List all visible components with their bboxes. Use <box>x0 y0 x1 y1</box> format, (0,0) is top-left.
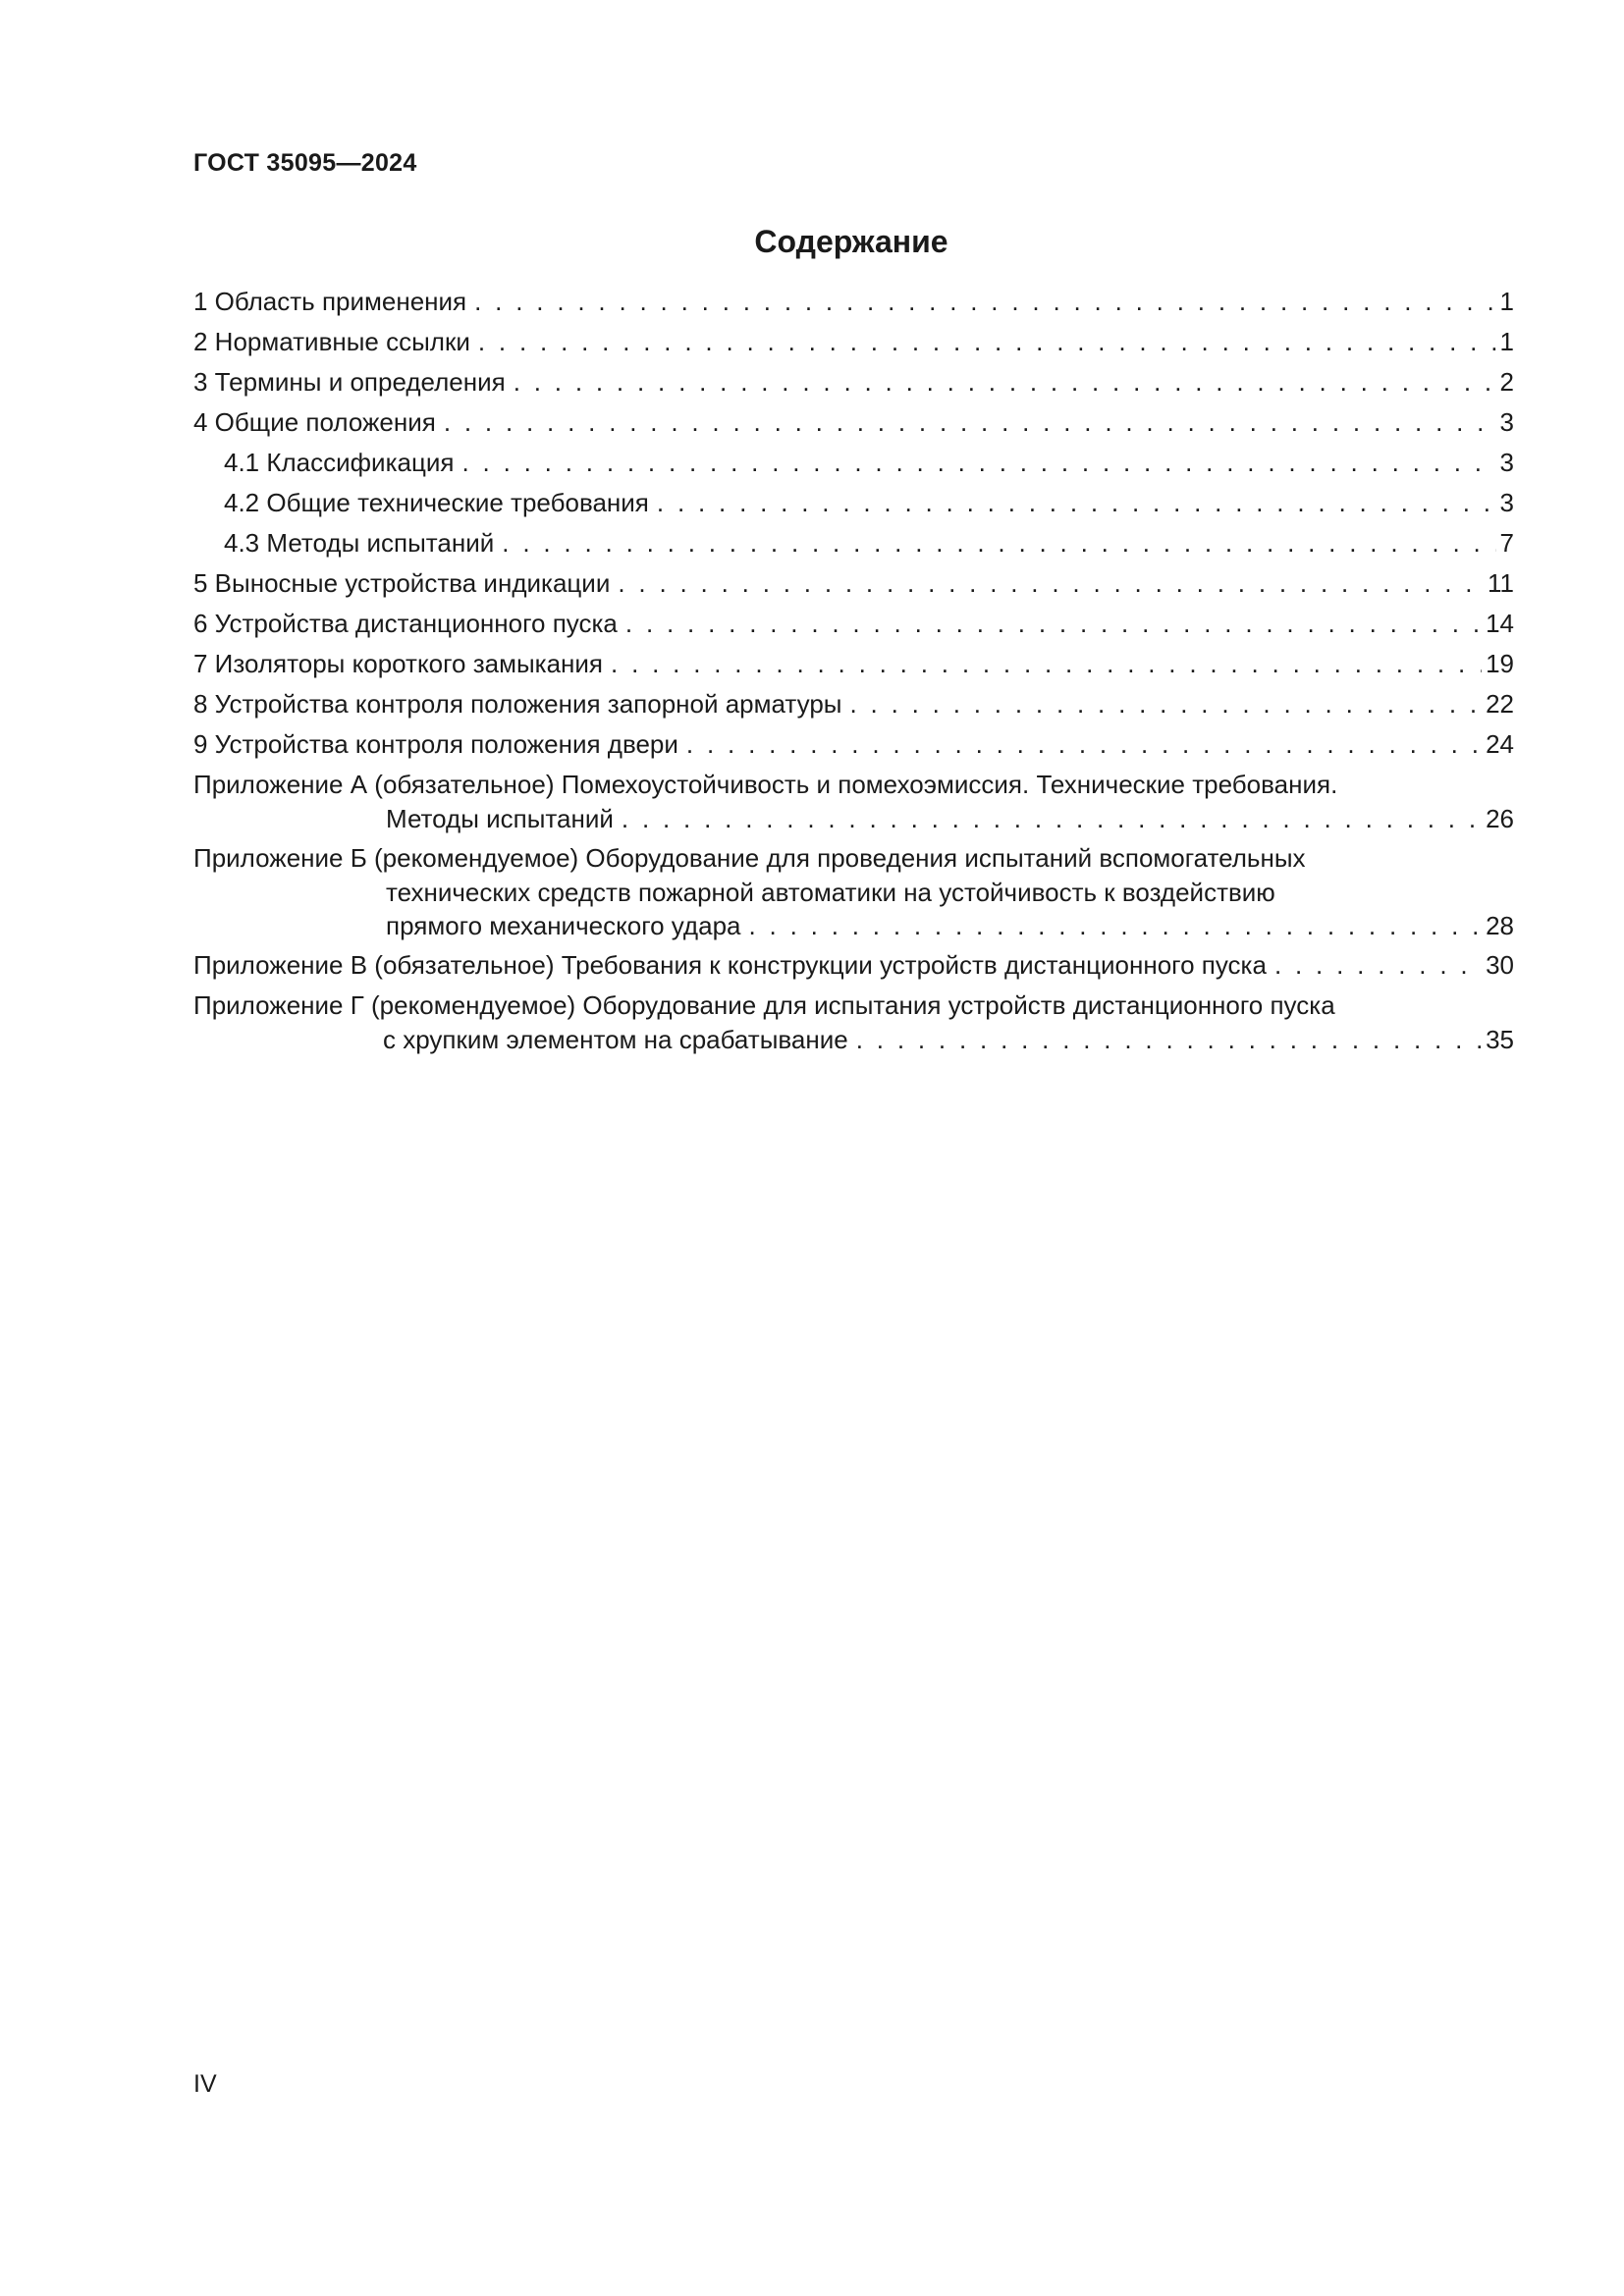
toc-entry[interactable] <box>193 365 1514 400</box>
toc-page-number: 28 <box>1486 911 1514 940</box>
toc-entry-title: 4.3 Методы испытаний <box>224 528 495 558</box>
dot-leader <box>514 365 1496 400</box>
toc-entry[interactable] <box>193 405 1514 440</box>
page-number: IV <box>193 2070 217 2098</box>
toc-page-number: 1 <box>1499 327 1514 356</box>
toc-page-number: 14 <box>1486 609 1514 638</box>
toc-entry-title: Приложение Б (рекомендуемое) Оборудование для проведения испытаний вспомогательных <box>193 843 1306 873</box>
dot-leader <box>502 526 1495 561</box>
toc-entry-title: 6 Устройства дистанционного пуска <box>193 609 618 638</box>
toc-page-number: 35 <box>1486 1025 1514 1054</box>
toc-entry-title: 7 Изоляторы короткого замыкания <box>193 649 604 678</box>
toc-entry-title: Приложение В (обязательное) Требования к конструкции устройств дистанционного пуска <box>193 950 1267 980</box>
document-designation: ГОСТ 35095—2024 <box>193 149 417 177</box>
toc-entry-title: 8 Устройства контроля положения запорной арматуры <box>193 689 842 719</box>
toc-annex-entry[interactable] <box>193 948 1514 983</box>
toc-entry[interactable] <box>193 325 1514 359</box>
toc-entry-title: 4 Общие положения <box>193 407 436 437</box>
toc-entry-title: 3 Термины и определения <box>193 367 506 397</box>
toc-entry-title: Приложение А (обязательное) Помехоустойчивость и помехоэмиссия. Технические требования. <box>193 770 1338 799</box>
dot-leader <box>444 405 1496 440</box>
dot-leader <box>461 446 1495 480</box>
toc-title: Содержание <box>754 224 948 259</box>
dot-leader <box>625 607 1482 641</box>
toc-entry-title: 9 Устройства контроля положения двери <box>193 729 678 759</box>
toc-entry-title: 1 Область применения <box>193 287 467 316</box>
toc-entry[interactable] <box>193 687 1514 721</box>
toc-entry[interactable] <box>193 647 1514 681</box>
toc-page-number: 11 <box>1488 568 1514 598</box>
dot-leader <box>474 285 1495 319</box>
toc-page-number: 3 <box>1499 448 1514 477</box>
toc-page-number: 26 <box>1486 804 1514 833</box>
toc-entry-title: 4.2 Общие технические требования <box>224 488 649 517</box>
dot-leader <box>618 566 1484 601</box>
toc-entry-title-continued: с хрупким элементом на срабатывание <box>383 1025 848 1054</box>
toc-entry-title: Приложение Г (рекомендуемое) Оборудование для испытания устройств дистанционного пуска <box>193 990 1335 1020</box>
toc-entry[interactable] <box>193 566 1514 601</box>
toc-entry[interactable] <box>193 727 1514 762</box>
toc-annex-entry[interactable] <box>193 988 1514 1056</box>
toc-page-number: 19 <box>1486 649 1514 678</box>
dot-leader <box>749 909 1483 942</box>
toc-entry-title: 2 Нормативные ссылки <box>193 327 470 356</box>
toc-page-number: 7 <box>1499 528 1514 558</box>
toc-page-number: 1 <box>1499 287 1514 316</box>
toc-page-number: 22 <box>1486 689 1514 719</box>
toc-page-number: 24 <box>1486 729 1514 759</box>
table-of-contents <box>193 285 1514 1062</box>
dot-leader <box>849 687 1482 721</box>
toc-entry[interactable] <box>193 607 1514 641</box>
dot-leader <box>622 802 1482 835</box>
toc-annex-entry[interactable] <box>193 768 1514 835</box>
toc-subentry[interactable] <box>193 526 1514 561</box>
toc-subentry[interactable] <box>193 486 1514 520</box>
dot-leader <box>478 325 1496 359</box>
toc-page-number: 3 <box>1499 407 1514 437</box>
toc-annex-entry[interactable] <box>193 841 1514 942</box>
toc-subentry[interactable] <box>193 446 1514 480</box>
toc-page-number: 30 <box>1486 950 1514 980</box>
toc-entry[interactable] <box>193 285 1514 319</box>
dot-leader <box>657 486 1496 520</box>
dot-leader <box>856 1023 1482 1056</box>
toc-entry-title: 5 Выносные устройства индикации <box>193 568 611 598</box>
toc-entry-title-continued: прямого механического удара <box>386 911 741 940</box>
toc-entry-title-continued: технических средств пожарной автоматики на устойчивость к воздействию <box>386 878 1275 907</box>
toc-entry-title-continued: Методы испытаний <box>386 804 614 833</box>
dot-leader <box>1274 948 1482 983</box>
dot-leader <box>611 647 1482 681</box>
toc-page-number: 3 <box>1499 488 1514 517</box>
toc-page-number: 2 <box>1499 367 1514 397</box>
dot-leader <box>686 727 1482 762</box>
toc-entry-title: 4.1 Классификация <box>224 448 455 477</box>
